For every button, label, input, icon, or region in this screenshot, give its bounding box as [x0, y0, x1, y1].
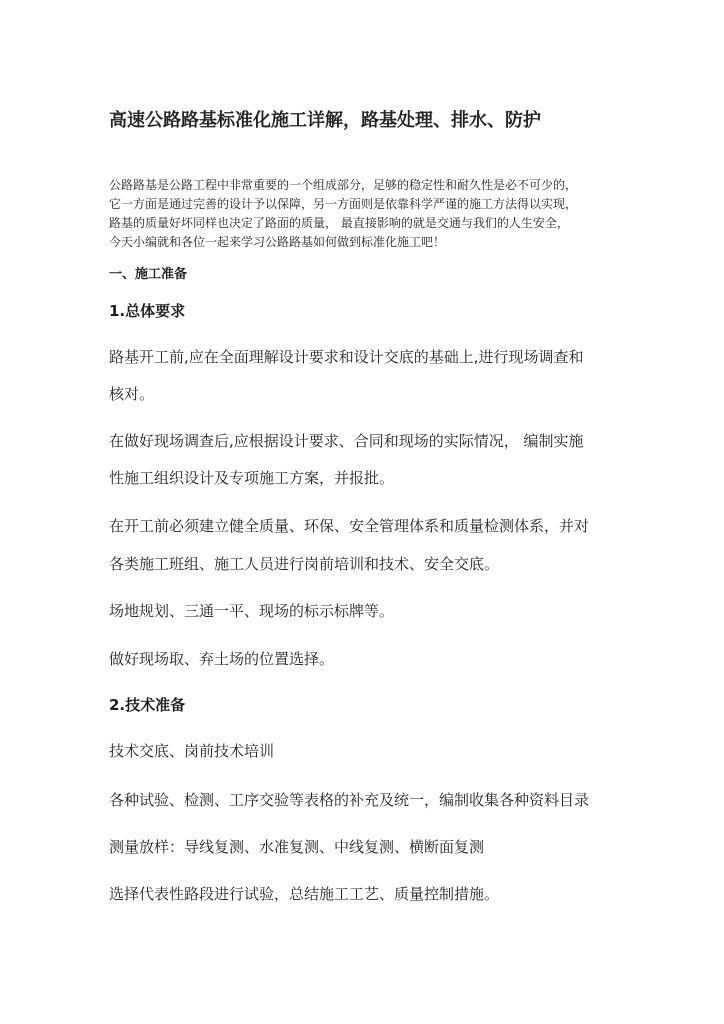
subsection-heading-general: 1.总体要求 [109, 302, 186, 320]
body-line: 选择代表性路段进行试验，总结施工工艺、质量控制措施。 [109, 885, 500, 903]
intro-line: 它一方面是通过完善的设计予以保障，另一方面则是依靠科学严谨的施工方法得以实现， [109, 197, 578, 211]
body-line: 做好现场取、弃土场的位置选择。 [109, 650, 335, 668]
section-heading-preparation: 一、施工准备 [109, 267, 188, 282]
body-line: 各类施工班组、施工人员进行岗前培训和技术、安全交底。 [109, 555, 500, 573]
intro-line: 今天小编就和各位一起来学习公路路基如何做到标准化施工吧！ [109, 235, 446, 249]
body-line: 在做好现场调查后,应根据设计要求、合同和现场的实际情况， 编制实施 [109, 432, 584, 450]
body-line: 路基开工前,应在全面理解设计要求和设计交底的基础上,进行现场调查和 [109, 348, 584, 366]
body-line: 在开工前必须建立健全质量、环保、安全管理体系和质量检测体系，并对 [109, 517, 590, 535]
intro-paragraph [109, 176, 629, 252]
intro-line: 公路路基是公路工程中非常重要的一个组成部分，足够的稳定性和耐久性是必不可少的， [109, 178, 578, 192]
body-line: 技术交底、岗前技术培训 [109, 742, 275, 760]
body-line: 性施工组织设计及专项施工方案，并报批。 [109, 469, 395, 487]
body-line: 测量放样：导线复测、水准复测、中线复测、横断面复测 [109, 838, 485, 856]
body-line: 场地规划、三通一平、现场的标示标牌等。 [109, 602, 395, 620]
subsection-heading-technical: 2.技术准备 [109, 696, 186, 714]
body-line: 各种试验、检测、工序交验等表格的补充及统一，编制收集各种资料目录 [109, 791, 590, 809]
intro-line: 路基的质量好坏同样也决定了路面的质量， 最直接影响的就是交通与我们的人生安全， [109, 216, 569, 230]
article-title: 高速公路路基标准化施工详解，路基处理、排水、防护 [109, 110, 541, 131]
body-line: 核对。 [109, 385, 155, 403]
